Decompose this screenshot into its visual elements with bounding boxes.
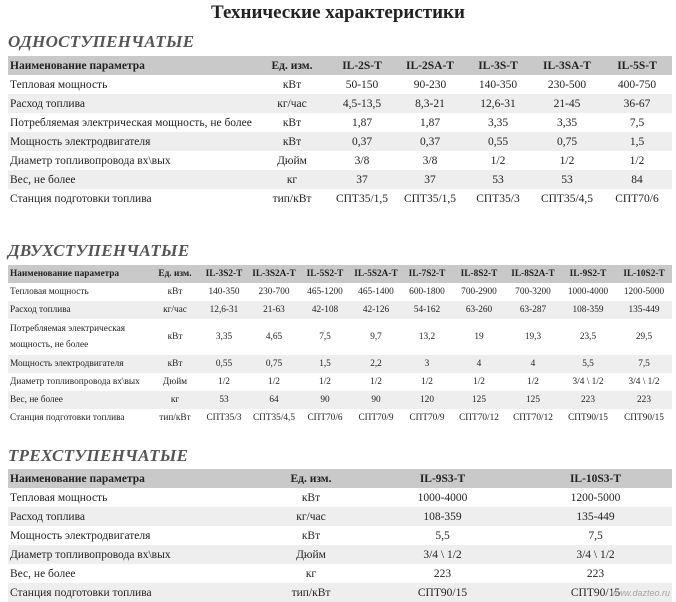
table-row	[8, 507, 672, 526]
section-heading-triple: ТРЕХСТУПЕНЧАТЫЕ	[8, 446, 189, 465]
value-cell: 1,87	[351, 116, 373, 129]
value-cell: СПТ35/1,5	[335, 192, 389, 205]
value-cell: 3,35	[556, 116, 578, 129]
value-cell: 1/2	[527, 377, 539, 387]
column-header-model: IL-8S2-T	[452, 265, 506, 283]
value-cell: 700-3200	[515, 287, 551, 297]
value-cell: СПТ70/6	[615, 192, 659, 205]
value-cell: 9,7	[370, 332, 382, 342]
value-cell: 5,5	[560, 355, 616, 373]
value-cell: 465-1200	[307, 287, 343, 297]
value-cell: 42-126	[350, 301, 402, 319]
column-header-model: IL-9S3-T	[366, 469, 519, 488]
value-cell: СПТ35/4,5	[540, 192, 594, 205]
table-row	[8, 391, 672, 409]
column-header-model: IL-5S2A-T	[350, 265, 402, 283]
spec-table-triple	[8, 469, 672, 602]
header-row	[8, 56, 672, 75]
table-row	[8, 113, 672, 132]
value-cell: 3/8	[354, 154, 370, 167]
value-cell: 3/4 \ 1/2	[572, 377, 604, 387]
unit-cell: кВт	[301, 529, 321, 542]
value-cell: 12,6-31	[200, 301, 248, 319]
value-cell: 90	[350, 391, 402, 409]
table-row	[8, 488, 672, 507]
value-cell: 19	[474, 332, 484, 342]
column-header-model: IL-3SA-T	[532, 56, 602, 75]
value-cell: 2,2	[350, 355, 402, 373]
value-cell: 0,55	[464, 132, 532, 151]
value-cell: СПТ70/9	[358, 413, 394, 423]
value-cell: 3/4 \ 1/2	[519, 545, 672, 564]
parameter-name: Расход топлива	[8, 301, 150, 319]
unit-cell: тип/кВт	[159, 413, 191, 423]
column-header-model: IL-7S2-T	[402, 265, 452, 283]
page-title: Технические характеристики	[211, 2, 465, 23]
parameter-name: Станция подготовки топлива	[8, 583, 256, 602]
value-cell: 140-350	[478, 78, 518, 91]
value-cell: 140-350	[208, 287, 240, 297]
value-cell: 7,5	[616, 355, 672, 373]
spec-table-single	[8, 56, 672, 208]
value-cell: 63-260	[452, 301, 506, 319]
value-cell: 3/8	[422, 154, 438, 167]
value-cell: СПТ35/3	[476, 192, 520, 205]
value-cell: 42-108	[300, 301, 350, 319]
value-cell: 53	[532, 170, 602, 189]
unit-cell: кВт	[256, 132, 328, 151]
value-cell: 223	[560, 391, 616, 409]
value-cell: 700-2900	[461, 287, 497, 297]
column-header-model: IL-2S-T	[328, 56, 396, 75]
value-cell: 230-500	[547, 78, 587, 91]
value-cell: 21-63	[248, 301, 300, 319]
value-cell: 1000-4000	[567, 287, 609, 297]
unit-cell: кВт	[282, 78, 302, 91]
table-row	[8, 75, 672, 94]
value-cell: 1/2	[218, 377, 230, 387]
spec-table-double	[8, 265, 672, 427]
value-cell: 1/2	[370, 377, 382, 387]
value-cell: 3,35	[487, 116, 509, 129]
value-cell: 1200-5000	[623, 287, 665, 297]
value-cell: 1/2	[319, 377, 331, 387]
value-cell: 1/2	[421, 377, 433, 387]
value-cell: 1,5	[602, 132, 672, 151]
value-cell: 37	[396, 170, 464, 189]
value-cell: 223	[586, 567, 605, 580]
column-header-parameter: Наименование параметра	[8, 265, 150, 283]
value-cell: 13,2	[418, 332, 436, 342]
table-body	[8, 488, 672, 602]
unit-cell: кг	[305, 567, 317, 580]
value-cell: 3/4 \ 1/2	[628, 377, 660, 387]
value-cell: 223	[616, 391, 672, 409]
value-cell: 5,5	[435, 529, 450, 542]
unit-cell: кг	[150, 391, 200, 409]
value-cell: 7,5	[588, 529, 603, 542]
column-header-model: IL-3S2A-T	[248, 265, 300, 283]
parameter-name: Диаметр топливопровода вх\вых	[10, 154, 171, 167]
column-header-model: IL-2SA-T	[396, 56, 464, 75]
value-cell: 400-750	[617, 78, 657, 91]
parameter-name: Вес, не более	[8, 170, 256, 189]
value-cell: 84	[602, 170, 672, 189]
unit-cell: кг/час	[150, 301, 200, 319]
table-row	[8, 301, 672, 319]
unit-cell: кВт	[167, 287, 183, 297]
column-header-model: IL-10S2-T	[616, 265, 672, 283]
parameter-name: Потребляемая электрическая мощность, не более	[10, 116, 252, 129]
parameter-name: Тепловая мощность	[10, 287, 89, 297]
parameter-name: Станция подготовки топлива	[10, 413, 125, 423]
parameter-name	[8, 319, 150, 355]
parameter-name: Вес, не более	[8, 391, 150, 409]
parameter-name: Диаметр топливопровода вх\вых	[10, 377, 140, 387]
value-cell: СПТ90/15	[366, 583, 519, 602]
parameter-name: Тепловая мощность	[10, 491, 108, 504]
column-header-model: IL-10S3-T	[519, 469, 672, 488]
value-cell: 1/2	[473, 377, 485, 387]
value-cell: 108-359	[560, 301, 616, 319]
value-cell: 465-1400	[358, 287, 394, 297]
unit-cell: кВт	[301, 491, 321, 504]
table-header	[8, 469, 672, 488]
value-cell: 21-45	[532, 94, 602, 113]
value-cell: 53	[464, 170, 532, 189]
parameter-name: Станция подготовки топлива	[10, 192, 152, 205]
value-cell: СПТ70/9	[409, 413, 445, 423]
unit-cell: кг/час	[256, 94, 328, 113]
table-row	[8, 170, 672, 189]
value-cell: 12,6-31	[464, 94, 532, 113]
value-cell: 600-1800	[409, 287, 445, 297]
value-cell: 1/2	[629, 154, 645, 167]
value-cell: 54-162	[402, 301, 452, 319]
value-cell: СПТ35/1,5	[403, 192, 457, 205]
value-cell: 0,75	[532, 132, 602, 151]
section-heading-double: ДВУХСТУПЕНЧАТЫЕ	[8, 241, 190, 260]
value-cell: СПТ70/12	[459, 413, 499, 423]
value-cell: 0,37	[396, 132, 464, 151]
table-body	[8, 283, 672, 427]
value-cell: 90-230	[413, 78, 447, 91]
watermark: www.dazteo.ru	[610, 588, 670, 598]
section-heading-single: ОДНОСТУПЕНЧАТЫЕ	[8, 32, 195, 51]
value-cell: 0,55	[200, 355, 248, 373]
table-row	[8, 319, 672, 355]
parameter-name: Мощность электродвигателя	[8, 355, 150, 373]
value-cell: 19,3	[524, 332, 542, 342]
table-row	[8, 151, 672, 170]
unit-cell: Дюйм	[162, 377, 188, 387]
value-cell: 7,5	[319, 332, 331, 342]
column-header-parameter: Наименование параметра	[8, 469, 256, 488]
value-cell: СПТ35/3	[206, 413, 242, 423]
parameter-name: Тепловая мощность	[10, 78, 108, 91]
parameter-name: Мощность электродвигателя	[10, 529, 151, 542]
value-cell: 4	[506, 355, 560, 373]
table-row	[8, 526, 672, 545]
header-row	[8, 469, 672, 488]
value-cell: 90	[300, 391, 350, 409]
table-row	[8, 583, 672, 602]
value-cell: 223	[433, 567, 452, 580]
parameter-name-text: Потребляемая электрическая мощность, не более	[10, 324, 125, 350]
value-cell: 230-700	[258, 287, 290, 297]
value-cell: 4,5-13,5	[328, 94, 396, 113]
value-cell: СПТ35/4,5	[252, 413, 296, 423]
value-cell: СПТ70/6	[307, 413, 343, 423]
column-header-unit: Ед. изм.	[256, 56, 328, 75]
column-header-model: IL-5S2-T	[300, 265, 350, 283]
value-cell: 64	[248, 391, 300, 409]
column-header-model: IL-3S-T	[464, 56, 532, 75]
value-cell: 50-150	[345, 78, 379, 91]
value-cell: 1/2	[268, 377, 280, 387]
column-header-model: IL-5S-T	[602, 56, 672, 75]
column-header-unit: Ед. изм.	[150, 265, 200, 283]
value-cell: 1000-4000	[417, 491, 468, 504]
column-header-parameter: Наименование параметра	[8, 56, 256, 75]
value-cell: 108-359	[366, 507, 519, 526]
table-header	[8, 265, 672, 283]
column-header-model: IL-8S2A-T	[506, 265, 560, 283]
unit-cell: Дюйм	[277, 154, 307, 167]
table-row	[8, 355, 672, 373]
value-cell: 4	[452, 355, 506, 373]
value-cell: 3/4 \ 1/2	[366, 545, 519, 564]
value-cell: СПТ90/15	[519, 583, 672, 602]
table-header	[8, 56, 672, 75]
table-row	[8, 189, 672, 208]
value-cell: СПТ90/15	[624, 413, 664, 423]
value-cell: 3	[402, 355, 452, 373]
value-cell: 37	[328, 170, 396, 189]
value-cell: 53	[200, 391, 248, 409]
unit-cell: тип/кВт	[256, 583, 366, 602]
parameter-name: Вес, не более	[10, 567, 76, 580]
table-row	[8, 545, 672, 564]
column-header-unit: Ед. изм.	[256, 469, 366, 488]
unit-cell: кг	[256, 170, 328, 189]
table-body	[8, 75, 672, 208]
value-cell: 3,35	[215, 332, 233, 342]
table-row	[8, 94, 672, 113]
value-cell: 4,65	[265, 332, 283, 342]
value-cell: СПТ90/15	[568, 413, 608, 423]
value-cell: 7,5	[629, 116, 645, 129]
value-cell: 120	[402, 391, 452, 409]
unit-cell: кВт	[282, 116, 302, 129]
value-cell: 135-449	[616, 301, 672, 319]
parameter-name: Расход топлива	[8, 94, 256, 113]
value-cell: 63-287	[506, 301, 560, 319]
value-cell: 1200-5000	[570, 491, 621, 504]
value-cell: 8,3-21	[396, 94, 464, 113]
value-cell: 135-449	[519, 507, 672, 526]
value-cell: 1/2	[559, 154, 575, 167]
unit-cell: кг/час	[256, 507, 366, 526]
value-cell: 1,87	[419, 116, 441, 129]
unit-cell: кВт	[167, 332, 183, 342]
unit-cell: тип/кВт	[272, 192, 312, 205]
table-row	[8, 283, 672, 301]
parameter-name: Мощность электродвигателя	[8, 132, 256, 151]
header-row	[8, 265, 672, 283]
column-header-model: IL-3S2-T	[200, 265, 248, 283]
unit-cell: Дюйм	[256, 545, 366, 564]
parameter-name: Диаметр топливопровода вх\вых	[8, 545, 256, 564]
value-cell: 1/2	[490, 154, 506, 167]
column-header-model: IL-9S2-T	[560, 265, 616, 283]
value-cell: 36-67	[602, 94, 672, 113]
value-cell: 29,5	[635, 332, 653, 342]
table-row	[8, 409, 672, 427]
unit-cell: кВт	[150, 355, 200, 373]
value-cell: 0,37	[328, 132, 396, 151]
value-cell: 125	[506, 391, 560, 409]
value-cell: 125	[452, 391, 506, 409]
value-cell: СПТ70/12	[513, 413, 553, 423]
table-row	[8, 564, 672, 583]
parameter-name: Расход топлива	[8, 507, 256, 526]
value-cell: 0,75	[248, 355, 300, 373]
value-cell: 23,5	[579, 332, 597, 342]
table-row	[8, 373, 672, 391]
table-row	[8, 132, 672, 151]
value-cell: 1,5	[300, 355, 350, 373]
